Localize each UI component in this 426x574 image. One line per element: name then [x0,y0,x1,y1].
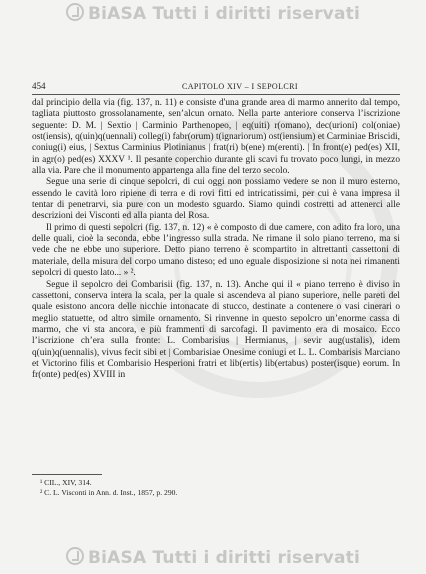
paragraph-4: Segue il sepolcro dei Combarisii (fig. 137, n. 13). Anche qui il « piano terreno è diviso in cassettoni, conserva intera la scala, per la quale si ascendeva al piano superiore, nelle pareti del quale esistono ancora delle nicchie intonacate di stucco, destinate a contenere o vasi cinerari o meglio statuette, od altro simile ornamento. Si rinvenne in questo sepolcro un’enorme cassa di marmo, che vi sta ancora, e più frammenti di sarcofagi. Il pavimento era di mosaico. Ecco l’iscrizione ch’era sulla fronte: L. Combarisius | Hermianus, | sevir aug(ustalis), idem q(uin)q(uennalis), vivus fecit sibi et | Combarisiae Onesime coniugi et L. L. Combarisis Marciano et Victorino filis et Combarisio Hesperioni fratri et lib(ertis) lib(ertabus) poster(isque) eorum. In fr(onte) ped(es) XVIII in [32,279,400,381]
paragraph-2: Segue una serie di cinque sepolcri, di cui oggi non possiamo vedere se non il muro esterno, essendo le cavità loro ripiene di terra e di rovi fitti ed intricatissimi, per cui è vana impresa il tentar di penetrarvi, sia pure con un modesto sguardo. Siamo quindi costretti ad attenerci alle descrizioni dei Visconti ed alla pianta del Rosa. [32,177,400,222]
footnote-2: ² C. L. Visconti in Ann. d. Inst., 1857, p. 290. [40,487,178,497]
footnote-divider [32,474,102,475]
running-head: CAPITOLO XIV – I SEPOLCRI [182,82,298,91]
watermark-top-text: BiASA Tutti i diritti riservati [88,4,360,24]
footnotes [40,478,340,497]
page-header [32,80,400,95]
watermark-top [0,3,426,24]
watermark-bottom-text: BiASA Tutti i diritti riservati [88,548,360,568]
page-number: 454 [32,81,46,91]
paragraph-3: Il primo di questi sepolcri (fig. 137, n. 12) « è composto di due camere, con adito fra loro, una delle quali, cioè la seconda, ebbe l’ingresso sulla strada. Ne rimane il solo piano terreno, ma si vede che ne ebbe uno superiore. Detto piano terreno è scompartito in altrettanti cassettoni di materiale, della misura del corpo umano disteso; ed uno eguale disposizione si nota nei rimanenti sepolcri di questo lato... » ². [32,222,400,279]
body-text [32,98,400,382]
paragraph-1: dal principio della via (fig. 137, n. 11) e consiste d'una grande area di marmo annerito dal tempo, tagliata piuttosto grossolanamente, sen’alcun ornato. Nella parte anteriore conserva l’iscrizione seguente: D. M. | Sextio | Carminio Parthenopeo, | eq(uiti) r(omano), dec(urioni) col(oniae) ost(iensis), q(uin)q(uennali) colleg(i) fabr(orum) t(ignariorum) ost(iensium) et Carminiae Briscidi, coniug(i) eius, | Sextus Carminius Plotinianus | frat(ri) b(ene) m(erenti). | In front(e) ped(es) XII, in agr(o) ped(es) XXXV ¹. Il pesante coperchio durante gli scavi fu trovato poco lungi, in mezzo alla via. Pare che il monumento appartenga alla fine del terzo secolo. [32,98,400,177]
copyright-mark-icon [66,547,84,565]
footnote-1: ¹ CIL., XIV, 314. [40,478,92,487]
copyright-mark-icon [66,3,84,21]
watermark-bottom [0,547,426,568]
